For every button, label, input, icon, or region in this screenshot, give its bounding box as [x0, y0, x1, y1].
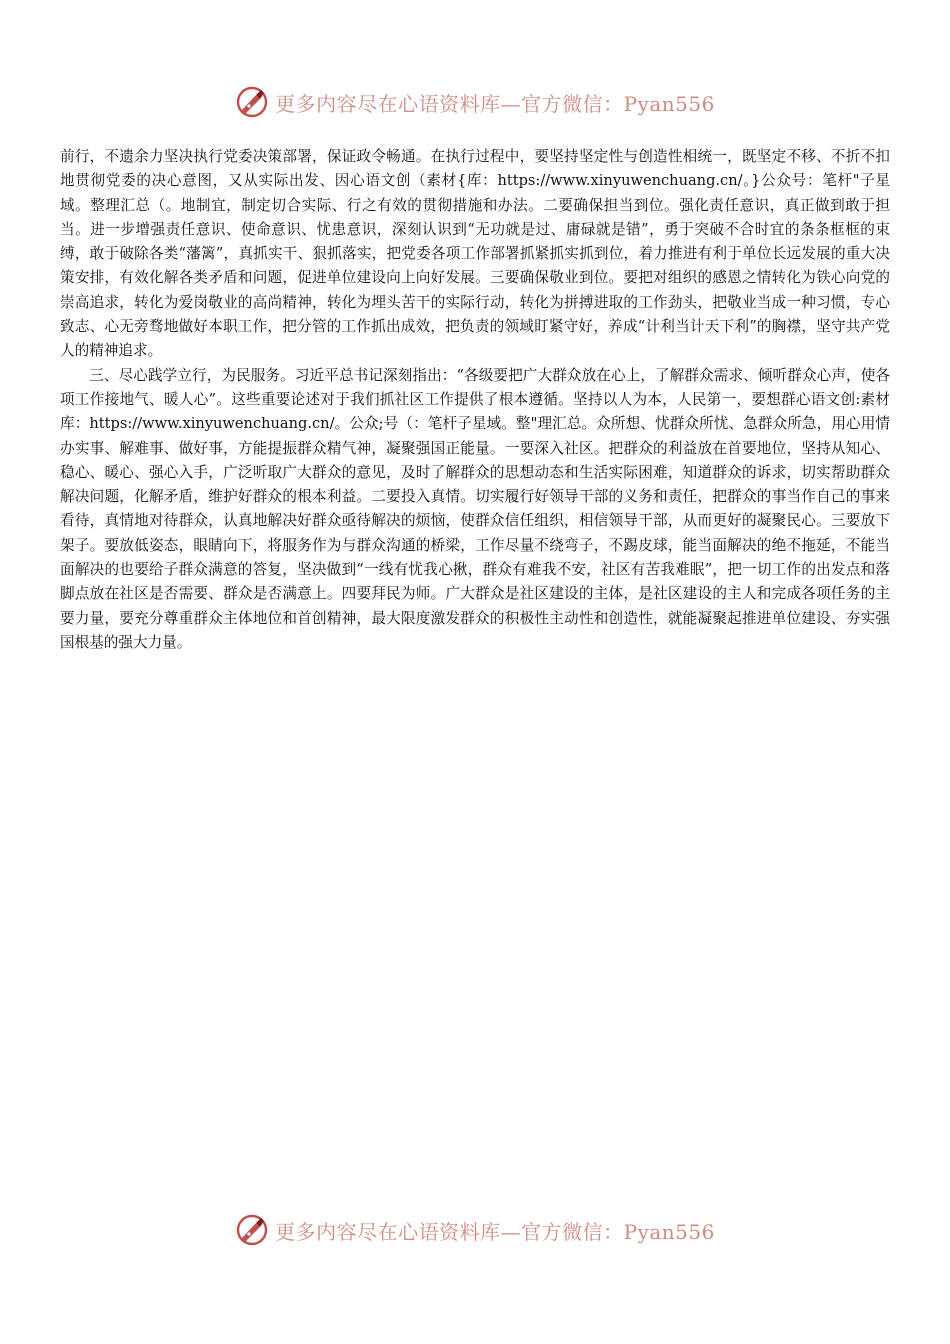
- header-banner-text: 更多内容尽在心语资料库—官方微信：Pyan556: [275, 91, 715, 116]
- body-paragraph-2: 三、尽心践学立行，为民服务。习近平总书记深刻指出：“各级要把广大群众放在心上，了解群众需求、倾听群众心声，使各项工作接地气、暖人心”。这些重要论述对于我们抓社区工作提供了根本遵循。坚持以人为本，人民第一，要想群心语文创:素材库：https://www.xinyuwenchuang.cn/。公众;号（：笔杆子星域。整"理汇总。众所想、忧群众所忧、急群众所急，用心用情办实事、解难事、做好事，方能提振群众精气神，凝聚强国正能量。一要深入社区。把群众的利益放在首要地位，坚持从知心、稳心、暖心、强心入手，广泛听取广大群众的意见，及时了解群众的思想动态和生活实际困难，知道群众的诉求，切实帮助群众解决问题，化解矛盾，维护好群众的根本利益。二要投入真情。切实履行好领导干部的义务和责任，把群众的事当作自己的事来看待，真情地对待群众，认真地解决好群众亟待解决的烦恼，使群众信任组织，相信领导干部，从而更好的凝聚民心。三要放下架子。要放低姿态，眼睛向下，将服务作为与群众沟通的桥梁，工作尽量不绕弯子，不踢皮球，能当面解决的绝不拖延，不能当面解决的也要给子群众满意的答复，坚决做到“一线有忧我心揪，群众有难我不安，社区有苦我难眠”，把一切工作的出发点和落脚点放在社区是否需要、群众是否满意上。四要拜民为师。广大群众是社区建设的主体，是社区建设的主人和完成各项任务的主要力量，要充分尊重群众主体地位和首创精神，最大限度激发群众的积极性主动性和创造性，就能凝聚起推进单位建设、夯实强国根基的强大力量。: [60, 366, 890, 651]
- pen-nib-logo-icon: [235, 85, 269, 119]
- body-paragraph-1: 前行，不遗余力坚决执行党委决策部署，保证政令畅通。在执行过程中，要坚持坚定性与创造性相统一，既坚定不移、不折不扣地贯彻党委的决心意图，又从实际出发、因心语文创（素材{库：https://www.xinyuwenchuang.cn/。}公众号：笔杆"子星域。整理汇总（。地制宜，制定切合实际、行之有效的贯彻措施和办法。二要确保担当到位。强化责任意识，真正做到敢于担当。进一步增强责任意识、使命意识、忧患意识，深刻认识到“无功就是过、庸碌就是错”，勇于突破不合时宜的条条框框的束缚，敢于破除各类“藩篱”，真抓实干、狠抓落实，把党委各项工作部署抓紧抓实抓到位，着力推进有利于单位长远发展的重大决策安排，有效化解各类矛盾和问题，促进单位建设向上向好发展。三要确保敬业到位。要把对组织的感恩之情转化为铁心向党的崇高追求，转化为爱岗敬业的高尚精神，转化为埋头苦干的实际行动，转化为拼搏进取的工作劲头，把敬业当成一种习惯，专心致志、心无旁骛地做好本职工作，把分管的工作抓出成效，把负责的领域盯紧守好，养成“计利当计天下利”的胸襟，坚守共产党人的精神追求。: [60, 148, 890, 360]
- footer-banner: [0, 1208, 950, 1252]
- header-banner: [0, 80, 950, 124]
- document-body: [60, 145, 890, 655]
- footer-banner-text: 更多内容尽在心语资料库—官方微信：Pyan556: [275, 1219, 715, 1244]
- pen-nib-logo-icon: [235, 1213, 269, 1247]
